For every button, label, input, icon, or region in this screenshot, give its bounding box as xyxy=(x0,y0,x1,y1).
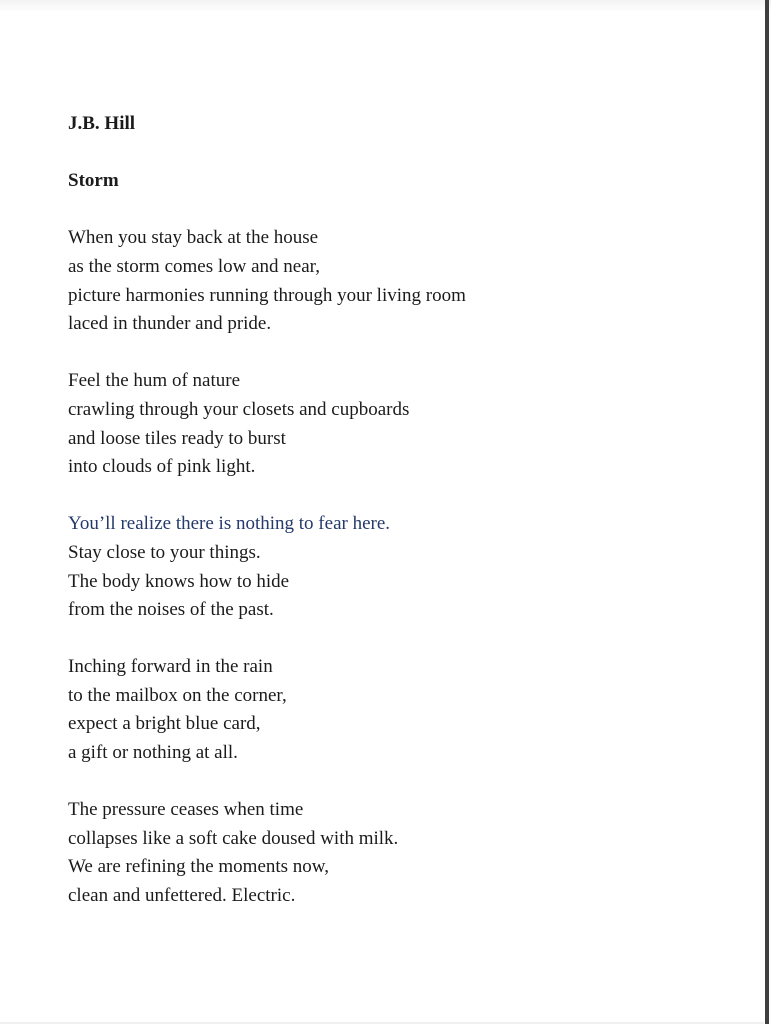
poem-line: Stay close to your things. xyxy=(68,541,261,563)
poem-stanza xyxy=(68,796,628,910)
poem-line: Feel the hum of nature xyxy=(68,370,241,392)
poem-line: clean and unfettered. Electric. xyxy=(68,885,296,907)
poem-stanza xyxy=(68,224,628,338)
poem-line: expect a bright blue card, xyxy=(68,713,261,735)
poem-line: The body knows how to hide xyxy=(68,570,290,592)
poem-stanzas xyxy=(68,224,628,910)
poem-line: crawling through your closets and cupboards xyxy=(68,398,410,420)
poem-line: collapses like a soft cake doused with milk. xyxy=(68,827,399,849)
page-top-shadow xyxy=(0,0,771,12)
poem-stanza xyxy=(68,653,628,767)
poem-line: laced in thunder and pride. xyxy=(68,313,272,335)
poem-line: to the mailbox on the corner, xyxy=(68,684,287,706)
poem-line: into clouds of pink light. xyxy=(68,456,256,478)
poem-line: The pressure ceases when time xyxy=(68,799,304,821)
poem-line: We are refining the moments now, xyxy=(68,856,330,878)
poem-line: from the noises of the past. xyxy=(68,599,274,621)
poem-line: as the storm comes low and near, xyxy=(68,255,320,277)
poem-line: When you stay back at the house xyxy=(68,227,319,249)
poem-line: a gift or nothing at all. xyxy=(68,742,238,764)
poem-line: and loose tiles ready to burst xyxy=(68,427,286,449)
poem-stanza xyxy=(68,367,628,481)
poem-stanza xyxy=(68,510,628,624)
poem-line: Inching forward in the rain xyxy=(68,656,273,678)
poem-line: You’ll realize there is nothing to fear here. xyxy=(68,513,391,535)
poem-line: picture harmonies running through your living room xyxy=(68,284,466,306)
page-right-edge xyxy=(765,0,769,1024)
poem-title: Storm xyxy=(68,170,119,192)
poem-author: J.B. Hill xyxy=(68,113,136,134)
poem-content xyxy=(68,110,628,939)
